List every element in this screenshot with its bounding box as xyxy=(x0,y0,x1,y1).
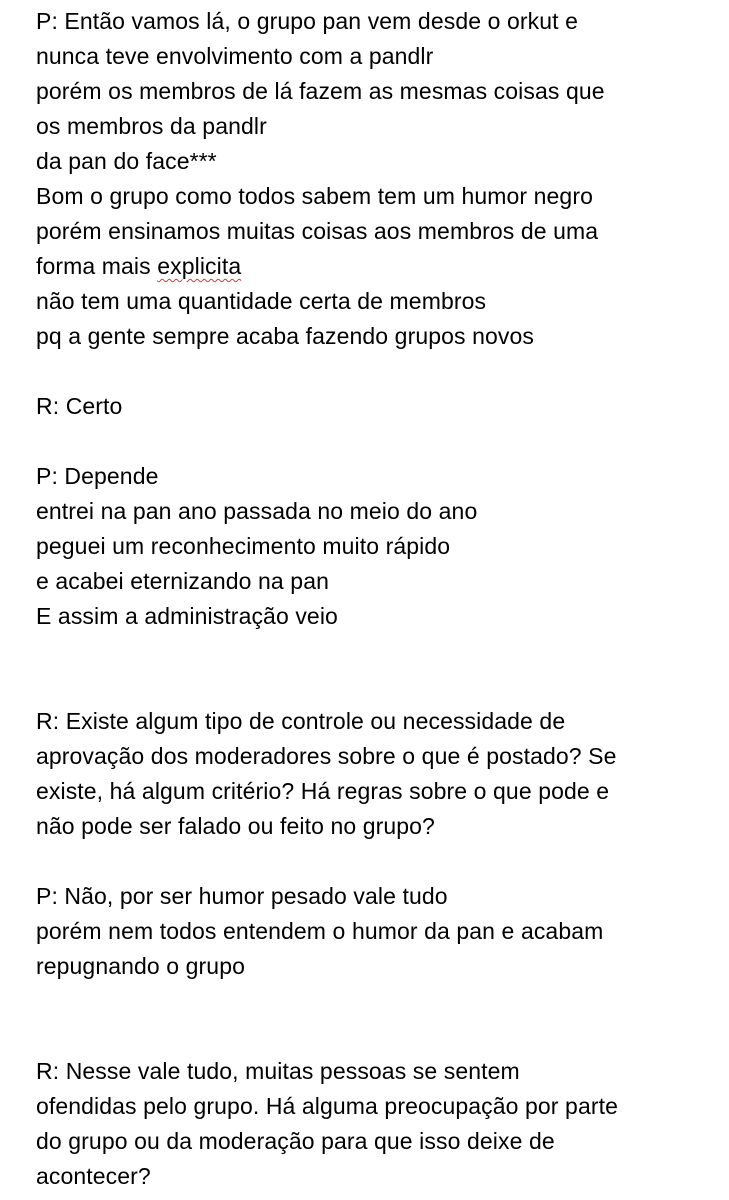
answer-block-3 xyxy=(36,879,726,984)
text-line: P: Não, por ser humor pesado vale tudo xyxy=(36,883,448,909)
misspelled-word[interactable]: explicita xyxy=(157,253,242,279)
question-block-3 xyxy=(36,1054,726,1194)
text-line: nunca teve envolvimento com a pandlr xyxy=(36,43,434,69)
text-line: aprovação dos moderadores sobre o que é postado? Se xyxy=(36,743,617,769)
text-line: R: Existe algum tipo de controle ou necessidade de xyxy=(36,708,566,734)
text-line: pq a gente sempre acaba fazendo grupos novos xyxy=(36,323,534,349)
text-line-with-spellcheck xyxy=(36,249,726,284)
text-line: da pan do face*** xyxy=(36,148,217,174)
text-line: P: Então vamos lá, o grupo pan vem desde o orkut e xyxy=(36,8,578,34)
text-line: entrei na pan ano passada no meio do ano xyxy=(36,498,478,524)
text-line: peguei um reconhecimento muito rápido xyxy=(36,533,451,559)
answer-block-2 xyxy=(36,459,726,634)
paragraph-gap xyxy=(36,354,726,389)
paragraph-gap xyxy=(36,984,726,1054)
text-line: R: Certo xyxy=(36,393,123,419)
paragraph-gap xyxy=(36,844,726,879)
paragraph-gap xyxy=(36,634,726,704)
question-block-1 xyxy=(36,389,726,424)
text-line: repugnando o grupo xyxy=(36,953,245,979)
text-line: P: Depende xyxy=(36,463,159,489)
text-segment: forma mais xyxy=(36,253,158,279)
text-line: porém nem todos entendem o humor da pan e acabam xyxy=(36,918,604,944)
text-line: e acabei eternizando na pan xyxy=(36,568,329,594)
answer-block-1 xyxy=(36,4,726,354)
text-line: Bom o grupo como todos sabem tem um humor negro xyxy=(36,183,593,209)
text-line: E assim a administração veio xyxy=(36,603,338,629)
document-body xyxy=(36,4,726,1194)
text-line: existe, há algum critério? Há regras sobre o que pode e xyxy=(36,778,610,804)
text-line: não tem uma quantidade certa de membros xyxy=(36,288,487,314)
paragraph-gap xyxy=(36,424,726,459)
text-line: acontecer? xyxy=(36,1163,151,1189)
text-line: os membros da pandlr xyxy=(36,113,267,139)
text-line: R: Nesse vale tudo, muitas pessoas se sentem xyxy=(36,1058,520,1084)
text-line: não pode ser falado ou feito no grupo? xyxy=(36,813,435,839)
text-line: ofendidas pelo grupo. Há alguma preocupação por parte xyxy=(36,1093,618,1119)
question-block-2 xyxy=(36,704,726,844)
text-line: porém os membros de lá fazem as mesmas coisas que xyxy=(36,78,605,104)
text-line: porém ensinamos muitas coisas aos membros de uma xyxy=(36,218,599,244)
text-line: do grupo ou da moderação para que isso deixe de xyxy=(36,1128,555,1154)
